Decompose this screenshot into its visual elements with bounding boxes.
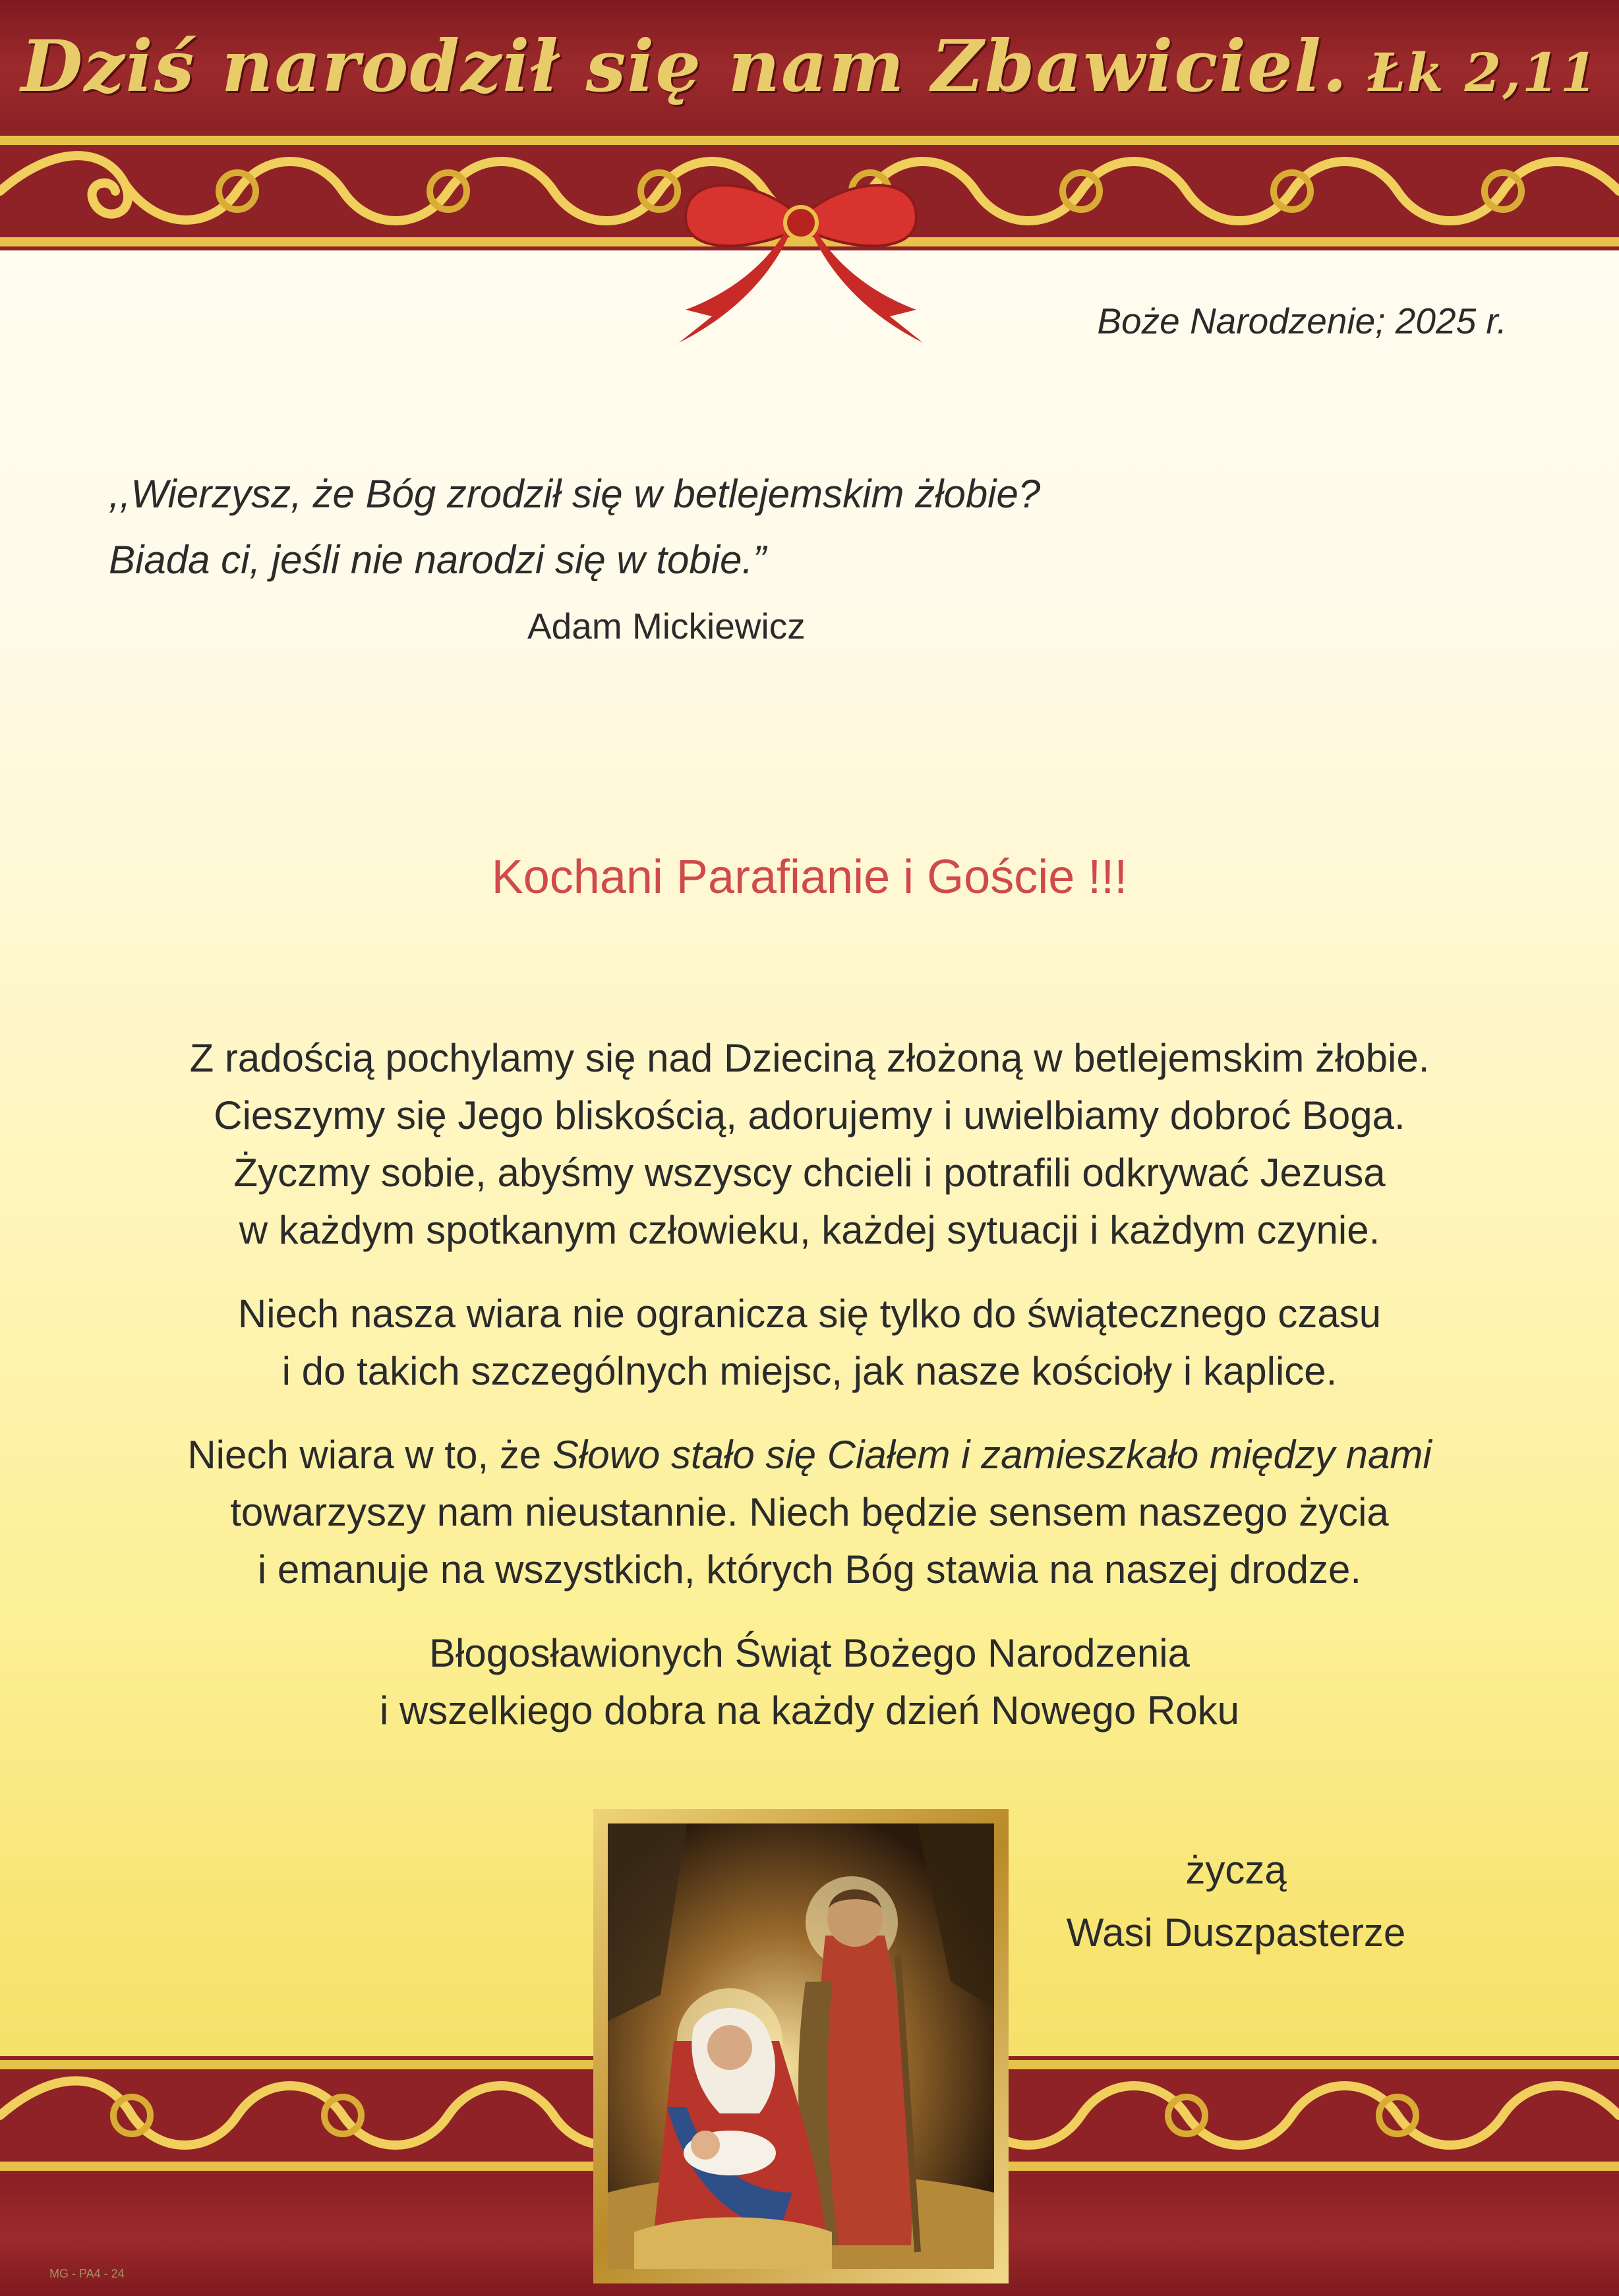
- nativity-image: [593, 1809, 1009, 2283]
- paragraph-4: [40, 1624, 1579, 1739]
- letter-body: [40, 1029, 1579, 1765]
- signature-line: Wasi Duszpasterze: [1066, 1910, 1406, 1955]
- nativity-scene-illustration: [608, 1823, 994, 2269]
- text-line: Niech nasza wiara nie ogranicza się tylko do świątecznego czasu: [237, 1292, 1382, 1336]
- bible-reference: Łk 2,11: [1368, 42, 1599, 103]
- greeting-heading: Kochani Parafianie i Goście !!!: [491, 851, 1128, 904]
- text-span: Niech wiara w to, że: [187, 1433, 552, 1477]
- paragraph-3: [40, 1426, 1579, 1598]
- date-line: Boże Narodzenie; 2025 r.: [1097, 301, 1507, 341]
- paragraph-1: [40, 1029, 1579, 1259]
- italic-scripture: Słowo stało się Ciałem i zamieszkało między nami: [552, 1433, 1432, 1477]
- quote-line: Biada ci, jeśli nie narodzi się w tobie.”: [109, 538, 767, 582]
- quote-line: ,,Wierzysz, że Bóg zrodził się w betlejemskim żłobie?: [109, 472, 1041, 516]
- text-line: [40, 1426, 1579, 1483]
- text-line: Z radością pochylamy się nad Dzieciną złożoną w betlejemskim żłobie.: [189, 1036, 1430, 1080]
- text-line: i emanuje na wszystkich, których Bóg stawia na naszej drodze.: [257, 1547, 1362, 1592]
- print-code: MG - PA4 - 24: [49, 2267, 125, 2280]
- quote-block: [109, 461, 1295, 593]
- red-ribbon-bow: [659, 178, 943, 356]
- signature-line: życzą: [1185, 1848, 1287, 1892]
- header-title: [0, 25, 1619, 108]
- text-line: Życzmy sobie, abyśmy wszyscy chcieli i potrafili odkrywać Jezusa: [233, 1151, 1386, 1195]
- header-title-text: Dziś narodził się nam Zbawiciel.: [20, 25, 1349, 108]
- text-line: i wszelkiego dobra na każdy dzień Nowego Roku: [379, 1688, 1240, 1733]
- signature-block: [1051, 1839, 1421, 1964]
- quote-author: Adam Mickiewicz: [527, 606, 806, 646]
- paragraph-2: [40, 1285, 1579, 1400]
- text-line: towarzyszy nam nieustannie. Niech będzie sensem naszego życia: [230, 1490, 1389, 1534]
- text-line: w każdym spotkanym człowieku, każdej sytuacji i każdym czynie.: [239, 1208, 1380, 1252]
- text-line: i do takich szczególnych miejsc, jak nasze kościoły i kaplice.: [281, 1349, 1338, 1393]
- text-line: Cieszymy się Jego bliskością, adorujemy i uwielbiamy dobroć Boga.: [214, 1093, 1405, 1137]
- text-line: Błogosławionych Świąt Bożego Narodzenia: [428, 1631, 1190, 1675]
